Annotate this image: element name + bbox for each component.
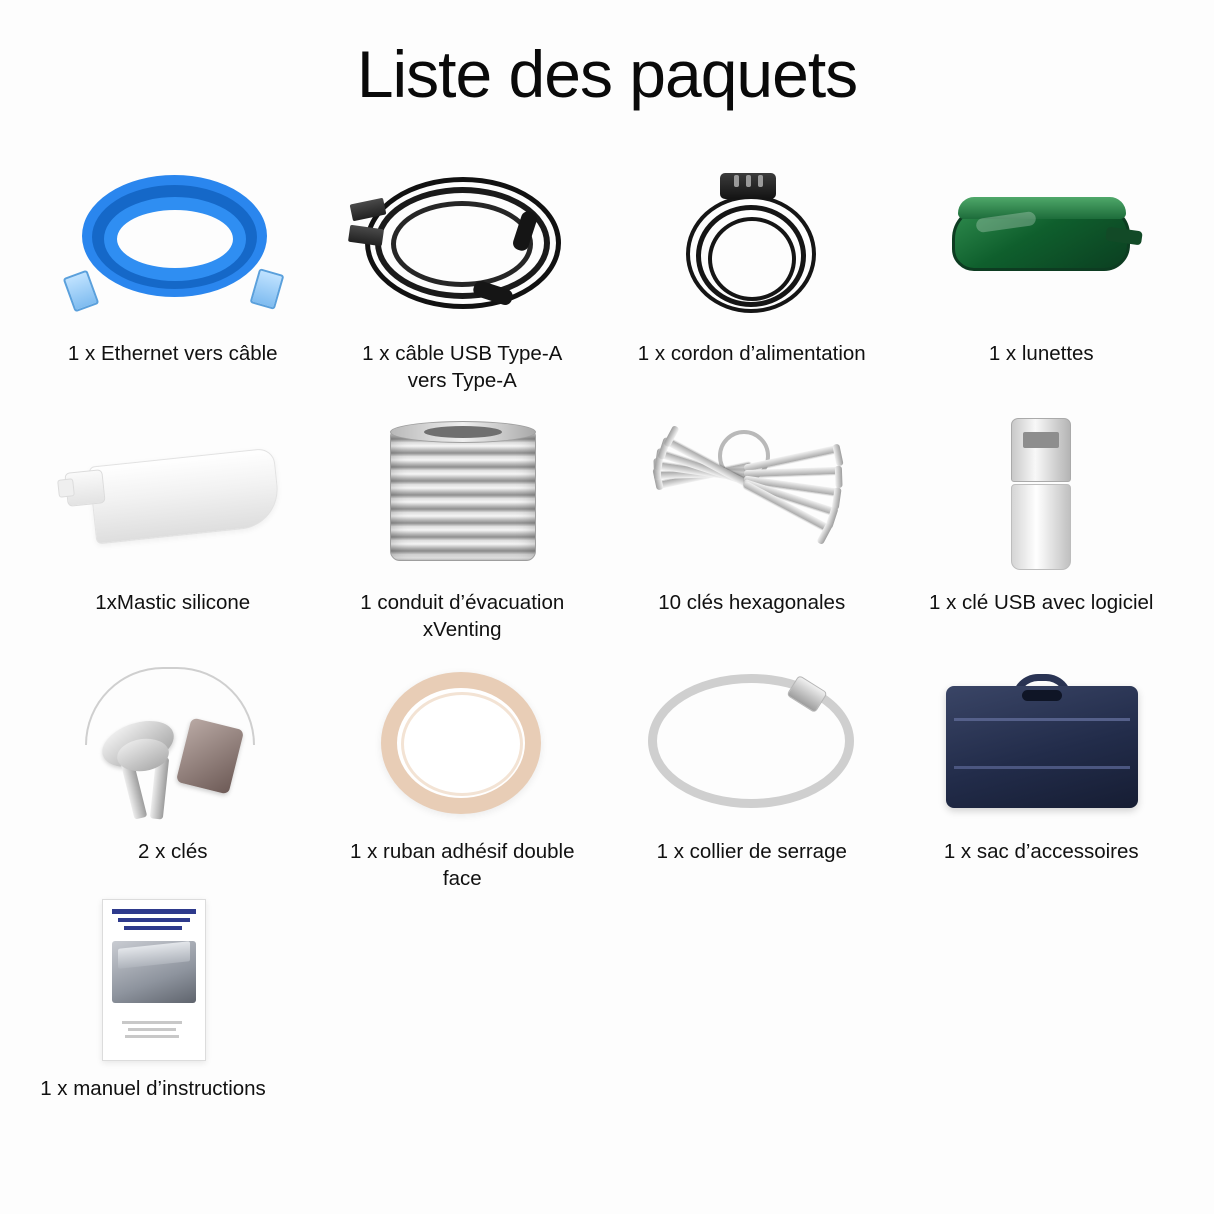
list-item-double-sided-tape	[318, 661, 608, 892]
item-caption: 2 x clés	[138, 839, 208, 863]
item-caption: 1 x ruban adhésif double face	[349, 839, 575, 890]
power-cord-icon	[627, 163, 877, 328]
page-title: Liste des paquets	[356, 37, 858, 111]
list-item-ethernet-cable	[28, 163, 318, 394]
hose-clamp-icon	[627, 661, 877, 826]
item-caption: 1 x clé USB avec logiciel	[929, 590, 1154, 614]
hex-key-set-icon	[627, 412, 877, 577]
list-item-usb-cable	[318, 163, 608, 394]
list-item-accessory-bag	[897, 661, 1187, 892]
item-caption: 1 x collier de serrage	[656, 839, 847, 863]
item-caption: 1 x Ethernet vers câble	[67, 341, 278, 365]
item-caption: 1 conduit d’évacuation xVenting	[360, 590, 565, 641]
ethernet-cable-icon	[48, 163, 298, 328]
item-caption: 1 x lunettes	[988, 341, 1094, 365]
accessory-bag-icon	[916, 661, 1166, 826]
list-item-hex-keys	[607, 412, 897, 643]
list-item-keys	[28, 661, 318, 892]
item-caption: 10 clés hexagonales	[658, 590, 846, 614]
venting-duct-icon	[337, 412, 587, 577]
list-item-instruction-manual	[28, 898, 278, 1102]
sealant-tube-icon	[48, 412, 298, 577]
adhesive-tape-roll-icon	[337, 661, 587, 826]
usb-flash-drive-icon	[916, 412, 1166, 577]
item-caption: 1 x cordon d’alimentation	[637, 341, 866, 365]
item-caption: 1xMastic silicone	[95, 590, 251, 614]
packing-list-grid-last-row	[0, 898, 1214, 1102]
item-caption: 1 x câble USB Type-A vers Type-A	[362, 341, 563, 392]
keys-icon	[48, 661, 298, 826]
list-item-hose-clamp	[607, 661, 897, 892]
instruction-manual-icon	[28, 898, 278, 1063]
list-item-venting-duct	[318, 412, 608, 643]
list-item-usb-stick	[897, 412, 1187, 643]
item-caption: 1 x sac d’accessoires	[943, 839, 1139, 863]
packing-list-grid	[0, 163, 1214, 892]
list-item-power-cord	[607, 163, 897, 394]
usb-cable-icon	[337, 163, 587, 328]
item-caption: 1 x manuel d’instructions	[40, 1076, 266, 1100]
safety-goggles-icon	[916, 163, 1166, 328]
list-item-goggles	[897, 163, 1187, 394]
list-item-silicone-sealant	[28, 412, 318, 643]
